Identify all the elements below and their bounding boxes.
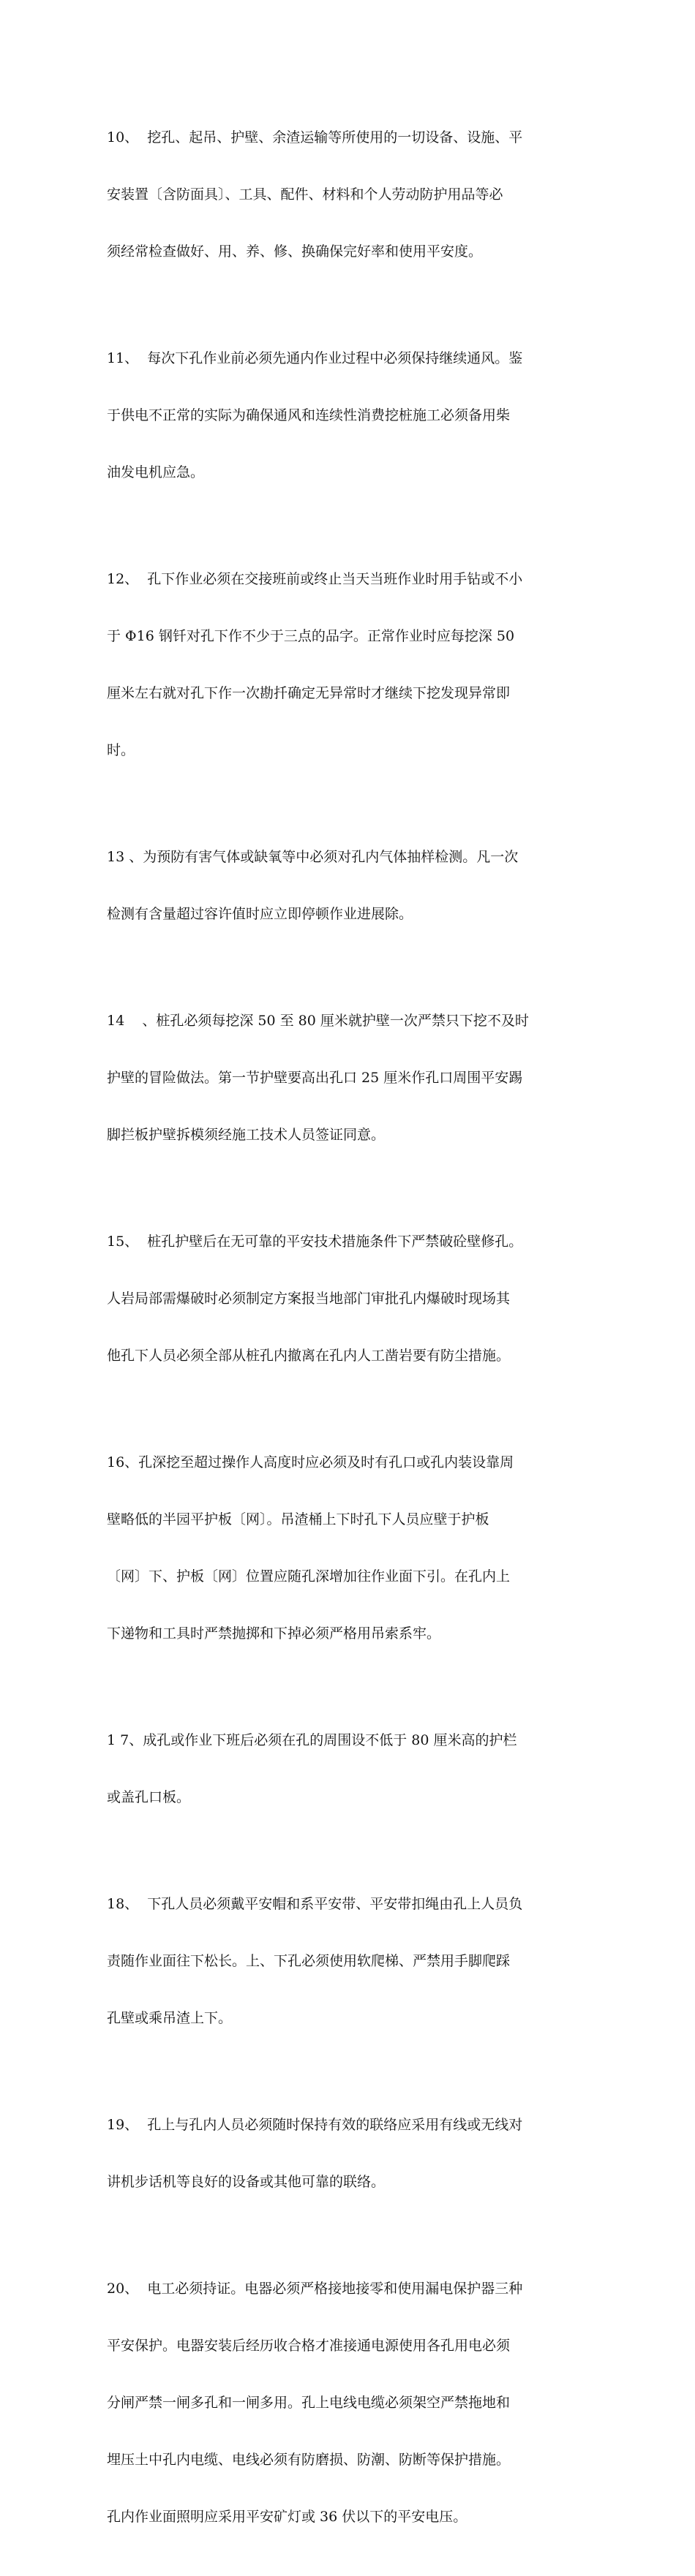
text-line: 19、 孔上与孔内人员必须随时保持有效的联络应采用有线或无线对 xyxy=(107,2117,523,2133)
text-line: 或盖孔口板。 xyxy=(107,1789,191,1805)
paragraph-19 xyxy=(107,2077,590,2229)
text-line: 16、孔深挖至超过操作人高度时应必须及时有孔口或孔内装设靠周 xyxy=(107,1454,514,1470)
text-line: 人岩局部需爆破时必须制定方案报当地部门审批孔内爆破时现场其 xyxy=(107,1291,511,1307)
paragraph-18 xyxy=(107,1857,590,2066)
text-line: 安装置〔含防面具〕、工具、配件、材料和个人劳动防护用品等必 xyxy=(107,186,503,203)
text-line: 18、 下孔人员必须戴平安帽和系平安带、平安带扣绳由孔上人员负 xyxy=(107,1896,523,1912)
text-line: 于供电不正常的实际为确保通风和连续性消费挖桩施工必须备用柴 xyxy=(107,407,511,423)
text-line: 护壁的冒险做法。第一节护壁要高出孔口 25 厘米作孔口周围平安踢 xyxy=(107,1070,523,1086)
text-line: 时。 xyxy=(107,742,135,758)
text-line: 1 7、成孔或作业下班后必须在孔的周围设不低于 80 厘米高的护栏 xyxy=(107,1732,517,1748)
text-line: 分闸严禁一闸多孔和一闸多用。孔上电线电缆必须架空严禁拖地和 xyxy=(107,2395,511,2411)
text-line: 平安保护。电器安装后经历收合格才准接通电源使用各孔用电必须 xyxy=(107,2338,511,2354)
text-line: 埋压土中孔内电缆、电线必须有防磨损、防潮、防断等保护措施。 xyxy=(107,2452,511,2468)
text-line: 油发电机应急。 xyxy=(107,464,205,480)
text-line: 10、 挖孔、起吊、护壁、余渣运输等所使用的一切设备、设施、平 xyxy=(107,129,523,146)
text-line: 〔网〕下、护板〔网〕位置应随孔深增加往作业面下引。在孔内上 xyxy=(107,1568,511,1584)
paragraph-15 xyxy=(107,1194,590,1403)
text-line: 20、 电工必须持证。电器必须严格接地接零和使用漏电保护器三种 xyxy=(107,2281,523,2297)
text-line: 须经常检查做好、用、养、修、换确保完好率和使用平安度。 xyxy=(107,243,483,260)
text-line: 孔内作业面照明应采用平安矿灯或 36 伏以下的平安电压。 xyxy=(107,2509,467,2525)
paragraph-16 xyxy=(107,1415,590,1681)
text-line: 脚拦板护壁拆模须经施工技术人员签证同意。 xyxy=(107,1127,386,1143)
text-line: 壁略低的半园平护板〔网〕。吊渣桶上下时孔下人员应壁于护板 xyxy=(107,1511,489,1527)
text-line: 11、 每次下孔作业前必须先通内作业过程中必须保持继续通风。鉴 xyxy=(107,350,523,366)
paragraph-14 xyxy=(107,973,590,1182)
text-line: 15、 桩孔护壁后在无可靠的平安技术措施条件下严禁破砼壁修孔。 xyxy=(107,1234,523,1250)
text-line: 检测有含量超过容许值时应立即停顿作业进展除。 xyxy=(107,906,413,922)
text-line: 讲机步话机等良好的设备或其他可靠的联络。 xyxy=(107,2174,386,2190)
document-page xyxy=(107,90,590,2576)
paragraph-13 xyxy=(107,809,590,962)
text-line: 12、 孔下作业必须在交接班前或终止当天当班作业时用手钻或不小 xyxy=(107,571,523,587)
paragraph-17 xyxy=(107,1693,590,1845)
text-line: 厘米左右就对孔下作一次勘扦确定无异常时才继续下挖发现异常即 xyxy=(107,685,511,701)
text-line: 于 Φ16 钢钎对孔下作不少于三点的品字。正常作业时应每挖深 50 xyxy=(107,628,515,644)
paragraph-11 xyxy=(107,311,590,520)
text-line: 他孔下人员必须全部从桩孔内撤离在孔内人工凿岩要有防尘措施。 xyxy=(107,1348,511,1364)
paragraph-10 xyxy=(107,90,590,299)
paragraph-12 xyxy=(107,532,590,798)
text-line: 责随作业面往下松长。上、下孔必须使用软爬梯、严禁用手脚爬踩 xyxy=(107,1953,511,1969)
paragraph-20 xyxy=(107,2241,590,2564)
text-line: 13 、为预防有害气体或缺氧等中必须对孔内气体抽样检测。凡一次 xyxy=(107,849,519,865)
text-line: 下递物和工具时严禁抛掷和下掉必须严格用吊索系牢。 xyxy=(107,1625,441,1642)
text-line: 孔壁或乘吊渣上下。 xyxy=(107,2010,233,2026)
text-line: 14 、桩孔必须每挖深 50 至 80 厘米就护壁一次严禁只下挖不及时 xyxy=(107,1013,529,1029)
